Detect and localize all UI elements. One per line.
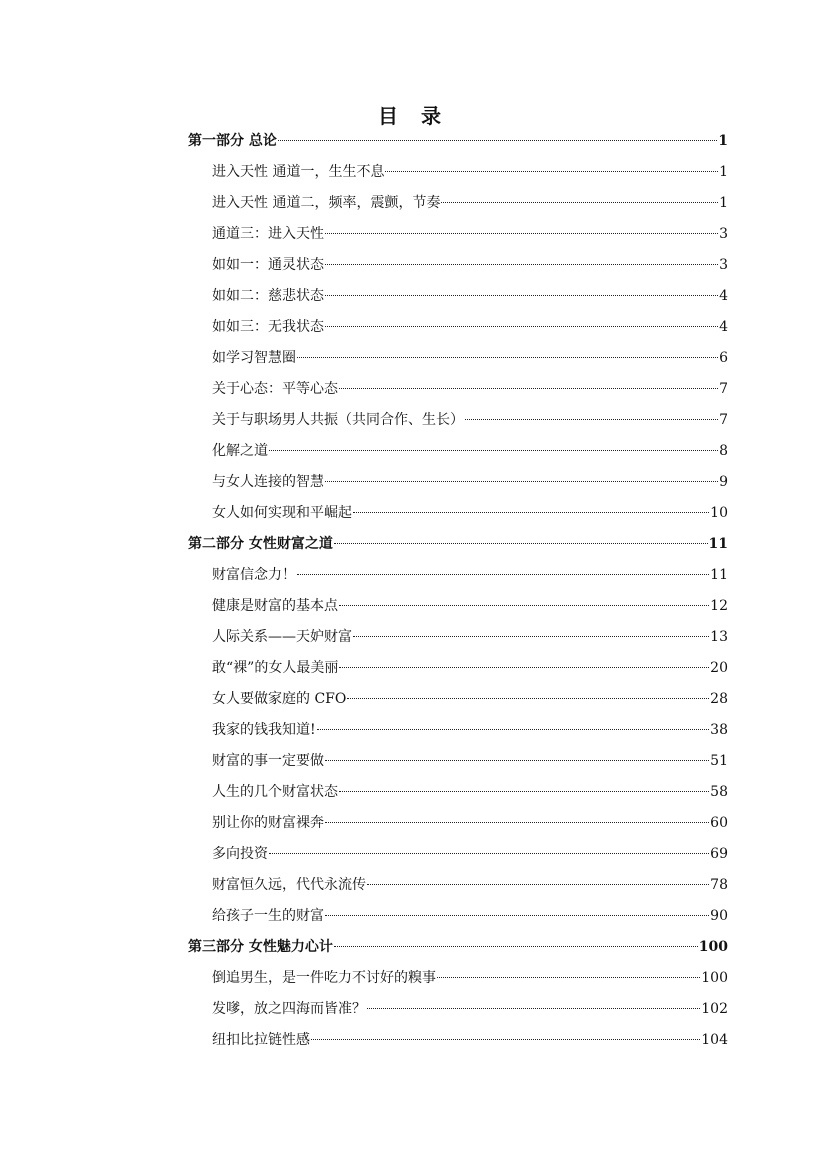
toc-entry-page-number: 102 <box>701 1001 728 1017</box>
toc-part-entry[interactable] <box>188 932 728 963</box>
toc-entry-page-number: 12 <box>710 598 728 614</box>
toc-entry-page-number: 60 <box>710 815 728 831</box>
toc-entry-page-number: 11 <box>710 567 728 583</box>
toc-entry[interactable] <box>188 839 728 870</box>
dot-leader <box>325 481 718 482</box>
toc-entry-label: 倒追男生，是一件吃力不讨好的糗事 <box>212 970 436 986</box>
dot-leader <box>339 388 718 389</box>
toc-entry-page-number: 6 <box>719 350 728 366</box>
dot-leader <box>317 729 710 730</box>
toc-entry-label: 多向投资 <box>212 846 268 862</box>
dot-leader <box>325 233 718 234</box>
toc-entry[interactable] <box>188 746 728 777</box>
toc-entry[interactable] <box>188 870 728 901</box>
toc-entry-label: 与女人连接的智慧 <box>212 474 324 490</box>
toc-entry[interactable] <box>188 560 728 591</box>
toc-entry-page-number: 90 <box>710 908 728 924</box>
dot-leader <box>347 698 709 699</box>
toc-entry[interactable] <box>188 281 728 312</box>
toc-entry-page-number: 38 <box>710 722 728 738</box>
toc-entry-label: 财富恒久远，代代永流传 <box>212 877 366 893</box>
dot-leader <box>269 450 718 451</box>
toc-entry-page-number: 51 <box>710 753 728 769</box>
toc-entry-page-number: 100 <box>698 939 728 955</box>
toc-entry-page-number: 104 <box>701 1032 728 1048</box>
toc-entry-label: 关于与职场男人共振（共同合作、生长） <box>212 412 464 428</box>
toc-entry-page-number: 4 <box>719 319 728 335</box>
toc-entry-page-number: 3 <box>719 257 728 273</box>
toc-entry-label: 如如三：无我状态 <box>212 319 324 335</box>
toc-part-entry[interactable] <box>188 126 728 157</box>
toc-entry-label: 化解之道 <box>212 443 268 459</box>
toc-entry-page-number: 69 <box>710 846 728 862</box>
toc-entry-label: 敢“裸”的女人最美丽 <box>212 660 339 676</box>
dot-leader <box>334 946 698 947</box>
toc-entry[interactable] <box>188 591 728 622</box>
toc-entry[interactable] <box>188 808 728 839</box>
toc-entry-page-number: 11 <box>708 536 728 552</box>
toc-entry-label: 财富的事一定要做 <box>212 753 324 769</box>
toc-entry-label: 女人要做家庭的 CFO <box>212 691 347 707</box>
toc-entry-label: 给孩子一生的财富 <box>212 908 324 924</box>
dot-leader <box>278 140 717 141</box>
toc-entry-page-number: 28 <box>710 691 728 707</box>
toc-entry-page-number: 3 <box>719 226 728 242</box>
toc-entry-label: 人生的几个财富状态 <box>212 784 338 800</box>
dot-leader <box>385 171 718 172</box>
dot-leader <box>325 264 718 265</box>
dot-leader <box>465 419 718 420</box>
toc-entry-label: 人际关系——天妒财富 <box>212 629 352 645</box>
toc-entry-label: 财富信念力！ <box>212 567 296 583</box>
toc-entry-page-number: 9 <box>719 474 728 490</box>
toc-entry[interactable] <box>188 250 728 281</box>
toc-entry-label: 关于心态：平等心态 <box>212 381 338 397</box>
toc-entry[interactable] <box>188 436 728 467</box>
toc-entry[interactable] <box>188 498 728 529</box>
toc-entry-label: 女人如何实现和平崛起 <box>212 505 352 521</box>
toc-entry[interactable] <box>188 405 728 436</box>
toc-entry-label: 第三部分 女性魅力心计 <box>188 939 333 955</box>
toc-entry[interactable] <box>188 188 728 219</box>
toc-entry-page-number: 20 <box>710 660 728 676</box>
dot-leader <box>325 760 709 761</box>
toc-entry[interactable] <box>188 994 728 1025</box>
toc-entry[interactable] <box>188 715 728 746</box>
toc-entry-page-number: 100 <box>701 970 728 986</box>
toc-entry-label: 进入天性 通道二，频率，震颤，节奏 <box>212 195 441 211</box>
dot-leader <box>269 853 709 854</box>
dot-leader <box>325 326 718 327</box>
toc-entry-page-number: 8 <box>719 443 728 459</box>
toc-entry-label: 发嗲，放之四海而皆准？ <box>212 1001 366 1017</box>
toc-entry[interactable] <box>188 653 728 684</box>
toc-entry-page-number: 1 <box>719 164 728 180</box>
toc-entry[interactable] <box>188 157 728 188</box>
dot-leader <box>339 791 709 792</box>
toc-part-entry[interactable] <box>188 529 728 560</box>
dot-leader <box>339 667 709 668</box>
toc-entry-label: 第一部分 总论 <box>188 133 277 149</box>
dot-leader <box>441 202 718 203</box>
toc-entry[interactable] <box>188 777 728 808</box>
toc-entry-page-number: 4 <box>719 288 728 304</box>
dot-leader <box>325 295 718 296</box>
dot-leader <box>353 636 709 637</box>
dot-leader <box>325 915 709 916</box>
toc-entry-label: 纽扣比拉链性感 <box>212 1032 310 1048</box>
dot-leader <box>353 512 709 513</box>
toc-entry-label: 通道三：进入天性 <box>212 226 324 242</box>
toc-entry[interactable] <box>188 343 728 374</box>
toc-entry-page-number: 58 <box>710 784 728 800</box>
toc-entry-label: 别让你的财富裸奔 <box>212 815 324 831</box>
toc-entry[interactable] <box>188 219 728 250</box>
toc-entry[interactable] <box>188 312 728 343</box>
toc-entry-label: 如学习智慧圈 <box>212 350 296 366</box>
dot-leader <box>367 884 709 885</box>
dot-leader <box>367 1008 700 1009</box>
toc-entry-page-number: 1 <box>719 195 728 211</box>
toc-entry-page-number: 78 <box>710 877 728 893</box>
toc-entry-page-number: 13 <box>710 629 728 645</box>
toc-entry-page-number: 1 <box>718 133 728 149</box>
toc-entry-page-number: 7 <box>719 412 728 428</box>
toc-entry[interactable] <box>188 1025 728 1056</box>
dot-leader <box>334 543 708 544</box>
toc-entry-label: 第二部分 女性财富之道 <box>188 536 333 552</box>
toc-title: 目 录 <box>378 104 449 128</box>
dot-leader <box>325 822 709 823</box>
toc-entry[interactable] <box>188 901 728 932</box>
dot-leader <box>339 605 709 606</box>
dot-leader <box>297 357 718 358</box>
toc-entry[interactable] <box>188 684 728 715</box>
toc-entry-label: 进入天性 通道一，生生不息 <box>212 164 385 180</box>
toc-entry[interactable] <box>188 963 728 994</box>
toc-entry-page-number: 7 <box>719 381 728 397</box>
toc-entry-page-number: 10 <box>710 505 728 521</box>
toc-entry[interactable] <box>188 374 728 405</box>
toc-entry[interactable] <box>188 622 728 653</box>
dot-leader <box>311 1039 700 1040</box>
toc-entry-label: 健康是财富的基本点 <box>212 598 338 614</box>
toc-list <box>188 126 728 1056</box>
toc-entry-label: 如如二：慈悲状态 <box>212 288 324 304</box>
dot-leader <box>297 574 709 575</box>
toc-entry[interactable] <box>188 467 728 498</box>
toc-entry-label: 我家的钱我知道! <box>212 722 316 738</box>
toc-entry-label: 如如一：通灵状态 <box>212 257 324 273</box>
dot-leader <box>437 977 700 978</box>
